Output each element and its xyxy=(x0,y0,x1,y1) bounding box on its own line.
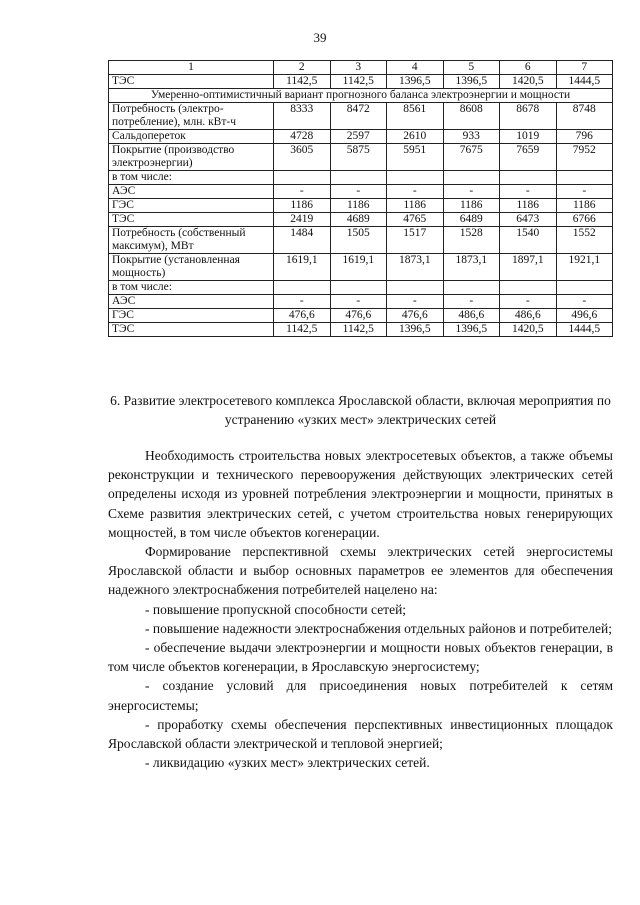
table-header-row xyxy=(109,61,613,75)
value-cell: - xyxy=(387,185,444,199)
value-cell xyxy=(443,171,500,185)
value-cell: 1142,5 xyxy=(274,75,331,89)
value-cell: 5875 xyxy=(330,144,387,171)
row-label: ГЭС xyxy=(109,309,274,323)
table-row xyxy=(109,213,613,227)
value-cell xyxy=(500,281,557,295)
value-cell: 4689 xyxy=(330,213,387,227)
row-label: в том числе: xyxy=(109,281,274,295)
table-row xyxy=(109,254,613,281)
value-cell: 1142,5 xyxy=(330,75,387,89)
table-row xyxy=(109,295,613,309)
value-cell: 1186 xyxy=(274,199,331,213)
value-cell: 1540 xyxy=(500,227,557,254)
value-cell: 8472 xyxy=(330,103,387,130)
value-cell: 6473 xyxy=(500,213,557,227)
value-cell: 1921,1 xyxy=(556,254,613,281)
value-cell: 486,6 xyxy=(443,309,500,323)
value-cell: 1019 xyxy=(500,130,557,144)
value-cell: 1186 xyxy=(556,199,613,213)
table-row xyxy=(109,227,613,254)
header-cell: 4 xyxy=(387,61,444,75)
value-cell: 1396,5 xyxy=(387,75,444,89)
list-item: - повышение надежности электроснабжения отдельных районов и потребителей; xyxy=(145,620,612,636)
value-cell xyxy=(387,171,444,185)
row-label: ГЭС xyxy=(109,199,274,213)
table-row xyxy=(109,199,613,213)
row-label: ТЭС xyxy=(109,323,274,337)
value-cell: 8561 xyxy=(387,103,444,130)
balance-table xyxy=(108,60,613,337)
header-cell: 6 xyxy=(500,61,557,75)
table-row xyxy=(109,281,613,295)
value-cell: 1873,1 xyxy=(387,254,444,281)
value-cell: 1619,1 xyxy=(274,254,331,281)
value-cell: 4728 xyxy=(274,130,331,144)
value-cell: 1420,5 xyxy=(500,323,557,337)
value-cell xyxy=(274,281,331,295)
value-cell: 1186 xyxy=(443,199,500,213)
value-cell: 6766 xyxy=(556,213,613,227)
value-cell: 8748 xyxy=(556,103,613,130)
row-label: в том числе: xyxy=(109,171,274,185)
value-cell: 1484 xyxy=(274,227,331,254)
value-cell: 1528 xyxy=(443,227,500,254)
value-cell: 8678 xyxy=(500,103,557,130)
table-row xyxy=(109,103,613,130)
value-cell: 1186 xyxy=(387,199,444,213)
row-label: ТЭС xyxy=(109,213,274,227)
value-cell: 1142,5 xyxy=(330,323,387,337)
value-cell: 8333 xyxy=(274,103,331,130)
header-cell: 3 xyxy=(330,61,387,75)
row-label: АЭС xyxy=(109,295,274,309)
header-cell: 1 xyxy=(109,61,274,75)
body-text xyxy=(108,446,613,772)
value-cell: - xyxy=(556,295,613,309)
value-cell xyxy=(556,281,613,295)
value-cell: 476,6 xyxy=(387,309,444,323)
value-cell: - xyxy=(387,295,444,309)
paragraph: Формирование перспективной схемы электрических сетей энергосистемы Ярославской области и выбор основных параметров ее элементов для обеспечения надежного электроснабжения потребителей нацелено на: xyxy=(108,544,613,598)
value-cell xyxy=(330,171,387,185)
header-cell: 5 xyxy=(443,61,500,75)
value-cell: 7675 xyxy=(443,144,500,171)
value-cell: 2597 xyxy=(330,130,387,144)
value-cell: - xyxy=(330,295,387,309)
value-cell: 1505 xyxy=(330,227,387,254)
value-cell: - xyxy=(443,185,500,199)
value-cell: - xyxy=(500,185,557,199)
value-cell: 933 xyxy=(443,130,500,144)
section-heading: 6. Развитие электросетевого комплекса Ярославской области, включая мероприятия по устранению «узких мест» электрических сетей xyxy=(110,393,611,427)
list-item: - создание условий для присоединения новых потребителей к сетям энергосистемы; xyxy=(108,678,613,713)
value-cell: 1396,5 xyxy=(443,323,500,337)
value-cell: 1396,5 xyxy=(443,75,500,89)
table-row xyxy=(109,309,613,323)
table-row xyxy=(109,185,613,199)
row-label: ТЭС xyxy=(109,75,274,89)
value-cell: 476,6 xyxy=(274,309,331,323)
value-cell: 1444,5 xyxy=(556,75,613,89)
table-row xyxy=(109,323,613,337)
value-cell: 7952 xyxy=(556,144,613,171)
value-cell xyxy=(556,171,613,185)
value-cell xyxy=(443,281,500,295)
list-item: - повышение пропускной способности сетей; xyxy=(145,601,407,617)
value-cell: 1420,5 xyxy=(500,75,557,89)
header-cell: 2 xyxy=(274,61,331,75)
value-cell: 1444,5 xyxy=(556,323,613,337)
paragraph: Необходимость строительства новых электросетевых объектов, а также объемы реконструкции и технического перевооружения действующих электрических сетей определены исходя из уровней потребления электроэнергии и мощности, принятых в Схеме развития электрических сетей, с учетом строительства новых генерирующих мощностей, в том числе объектов когенерации. xyxy=(108,448,613,540)
row-label: Покрытие (производство электроэнергии) xyxy=(109,144,274,171)
table-section-title: Умеренно-оптимистичный вариант прогнозного баланса электроэнергии и мощности xyxy=(109,89,613,103)
list-item: - ликвидацию «узких мест» электрических сетей. xyxy=(145,755,430,771)
table-row xyxy=(109,171,613,185)
value-cell: 1619,1 xyxy=(330,254,387,281)
value-cell xyxy=(500,171,557,185)
value-cell: 1186 xyxy=(500,199,557,213)
value-cell: 3605 xyxy=(274,144,331,171)
row-label: Потребность (электро-потребление), млн. кВт-ч xyxy=(109,103,274,130)
value-cell: 2610 xyxy=(387,130,444,144)
value-cell xyxy=(330,281,387,295)
row-label: Потребность (собственный максимум), МВт xyxy=(109,227,274,254)
value-cell: 8608 xyxy=(443,103,500,130)
value-cell: 5951 xyxy=(387,144,444,171)
page-number: 39 xyxy=(313,30,327,45)
value-cell: 476,6 xyxy=(330,309,387,323)
value-cell: 1552 xyxy=(556,227,613,254)
value-cell: 7659 xyxy=(500,144,557,171)
list-item: - обеспечение выдачи электроэнергии и мощности новых объектов генерации, в том числе объектов когенерации, в Ярославскую энергосистему; xyxy=(108,640,613,675)
value-cell: 796 xyxy=(556,130,613,144)
table-row xyxy=(109,75,613,89)
header-cell: 7 xyxy=(556,61,613,75)
value-cell: - xyxy=(500,295,557,309)
value-cell: - xyxy=(556,185,613,199)
value-cell: - xyxy=(274,185,331,199)
row-label: АЭС xyxy=(109,185,274,199)
value-cell: 486,6 xyxy=(500,309,557,323)
value-cell: 1186 xyxy=(330,199,387,213)
value-cell: 1142,5 xyxy=(274,323,331,337)
row-label: Покрытие (установленная мощность) xyxy=(109,254,274,281)
table-row xyxy=(109,130,613,144)
value-cell: 1517 xyxy=(387,227,444,254)
value-cell xyxy=(387,281,444,295)
value-cell: 1873,1 xyxy=(443,254,500,281)
value-cell xyxy=(274,171,331,185)
value-cell: 1897,1 xyxy=(500,254,557,281)
value-cell: - xyxy=(330,185,387,199)
value-cell: 6489 xyxy=(443,213,500,227)
value-cell: 2419 xyxy=(274,213,331,227)
value-cell: 496,6 xyxy=(556,309,613,323)
value-cell: - xyxy=(274,295,331,309)
table-row xyxy=(109,144,613,171)
row-label: Сальдопереток xyxy=(109,130,274,144)
value-cell: 4765 xyxy=(387,213,444,227)
value-cell: - xyxy=(443,295,500,309)
table-row xyxy=(109,89,613,103)
value-cell: 1396,5 xyxy=(387,323,444,337)
list-item: - проработку схемы обеспечения перспективных инвестиционных площадок Ярославской области электрической и тепловой энергией; xyxy=(108,716,613,752)
